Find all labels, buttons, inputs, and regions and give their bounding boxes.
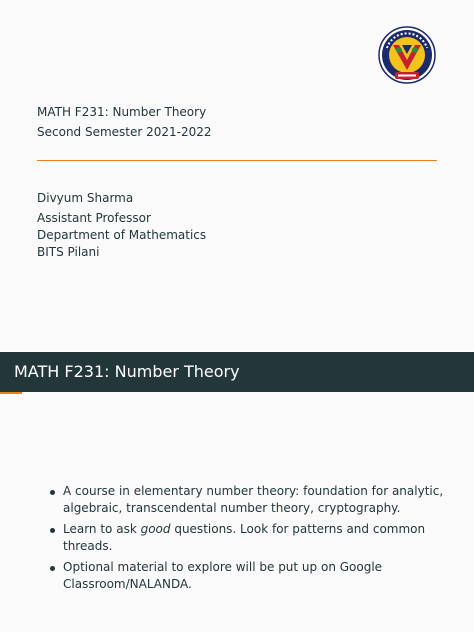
content-slide xyxy=(0,352,474,632)
course-title: MATH F231: Number Theory xyxy=(37,105,207,119)
title-divider xyxy=(37,160,437,161)
author-name: Divyum Sharma xyxy=(37,191,134,205)
bullet-emphasis: good xyxy=(140,522,171,536)
author-position: Assistant Professor xyxy=(37,211,151,225)
author-department: Department of Mathematics xyxy=(37,228,207,242)
semester: Second Semester 2021-2022 xyxy=(37,125,212,139)
bullet-icon xyxy=(50,566,55,571)
bullet-item xyxy=(50,483,450,517)
frame-title-accent xyxy=(0,392,22,394)
author-institution: BITS Pilani xyxy=(37,245,100,259)
bullet-text-before: Learn to ask xyxy=(63,522,141,536)
bullet-text: A course in elementary number theory: foundation for analytic, algebraic, transcendental number theory, cryptography. xyxy=(63,484,444,515)
bullet-item xyxy=(50,521,450,555)
bullet-item xyxy=(50,559,450,593)
bullet-icon xyxy=(50,490,55,495)
frame-title: MATH F231: Number Theory xyxy=(0,352,474,392)
bullet-text-after: questions. Look for patterns and common threads. xyxy=(63,522,426,553)
bullet-list xyxy=(50,483,450,597)
bullet-icon xyxy=(50,528,55,533)
bullet-text: Optional material to explore will be put up on Google Classroom/NALANDA. xyxy=(63,560,383,591)
bits-pilani-logo-icon xyxy=(377,26,437,84)
